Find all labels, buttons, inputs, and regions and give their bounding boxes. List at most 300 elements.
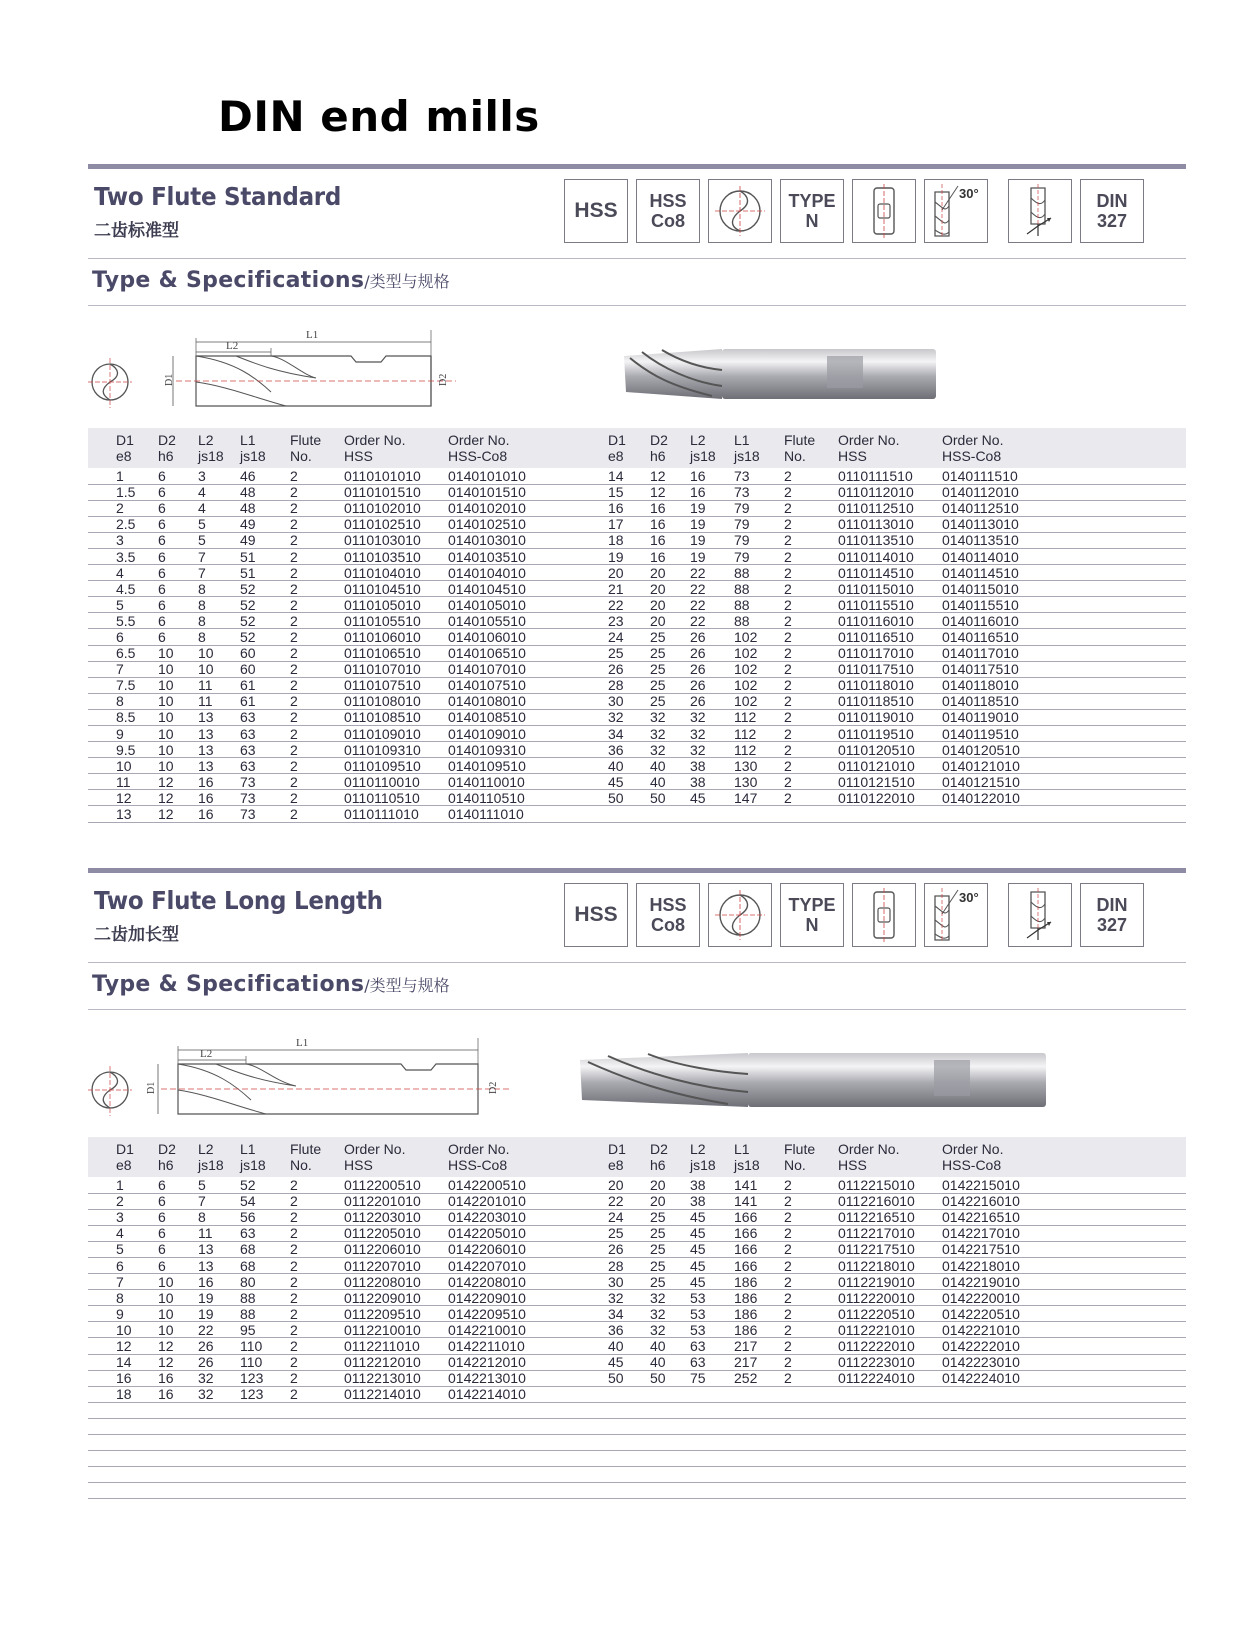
table-cell: 32 [650,1306,690,1322]
table-cell: 0112217010 [838,1225,942,1241]
table-cell: 0140118510 [942,693,1186,709]
column-header-line: js18 [734,1157,760,1173]
table-cell: 19 [608,548,650,564]
table-cell: 2 [290,629,344,645]
table-cell: 0110121510 [838,774,942,790]
table-cell: 2 [784,1274,838,1290]
table-cell: 13 [198,742,240,758]
table-cell: 20 [650,613,690,629]
table-row [88,1225,1186,1241]
table-cell: 130 [734,774,784,790]
table-row [88,1177,1186,1193]
column-header-line: D1 [116,1141,134,1157]
table-cell: 0110110010 [344,774,448,790]
table-cell: 0110105010 [344,597,448,613]
table-cell: 25 [650,645,690,661]
table-cell: 0110104010 [344,565,448,581]
table-cell: 20 [650,1177,690,1193]
table-cell: 0110116510 [838,629,942,645]
table-cell: 50 [608,1370,650,1386]
table-cell: 12 [158,1338,198,1354]
table-cell: 0112200510 [344,1177,448,1193]
table-cell: 20 [608,565,650,581]
column-header-line: Flute [784,432,816,448]
table-cell: 166 [734,1257,784,1273]
table-empty-line [88,1434,1186,1435]
table-cell: 5.5 [88,613,158,629]
table-cell: 0110119010 [838,709,942,725]
column-header-line: D1 [608,432,626,448]
table-cell: 12 [88,790,158,806]
table-cell: 2 [290,726,344,742]
table-cell: 6 [158,565,198,581]
table-cell: 0140109510 [448,758,608,774]
table-cell: 73 [240,774,290,790]
table-cell: 0142214010 [448,1386,608,1402]
table-cell: 2 [290,581,344,597]
column-header [290,1137,344,1177]
table-cell: 123 [240,1386,290,1402]
table-cell: 0110115010 [838,581,942,597]
table-cell: 0142220510 [942,1306,1186,1322]
table-cell: 2 [784,629,838,645]
column-header-line: L2 [690,432,706,448]
table-cell: 45 [690,1209,734,1225]
table-cell: 52 [240,613,290,629]
column-header [784,1137,838,1177]
table-cell: 2 [290,742,344,758]
table-row [88,597,1186,613]
table-cell: 32 [608,1290,650,1306]
spec-heading [92,268,450,293]
table-cell: 0140110010 [448,774,608,790]
table-cell: 0140119510 [942,726,1186,742]
table-cell: 0112207010 [344,1257,448,1273]
table-cell: 16 [690,468,734,484]
table-cell: 4 [198,500,240,516]
table-cell: 141 [734,1177,784,1193]
column-header-line: L1 [240,432,256,448]
table-cell: 10 [198,645,240,661]
table-cell: 6 [158,1241,198,1257]
table-cell: 0140117510 [942,661,1186,677]
table-cell: 2 [290,1354,344,1370]
table-cell [608,1386,650,1402]
table-cell: 7.5 [88,677,158,693]
table-cell: 0112224010 [838,1370,942,1386]
weldon-shank-icon [852,883,916,947]
table-cell [650,806,690,822]
table-cell: 26 [690,645,734,661]
column-header-line: Order No. [942,432,1004,448]
table-cell: 16 [198,1274,240,1290]
table-cell: 2 [784,645,838,661]
column-header [608,428,650,468]
table-cell: 0140109310 [448,742,608,758]
table-cell: 0142201010 [448,1193,608,1209]
table-cell: 63 [690,1338,734,1354]
table-cell: 45 [690,1274,734,1290]
table-cell: 0110109010 [344,726,448,742]
table-cell: 0142223010 [942,1354,1186,1370]
table-cell: 8 [198,581,240,597]
table-cell: 0110121010 [838,758,942,774]
table-cell: 54 [240,1193,290,1209]
table-cell: 0142215010 [942,1177,1186,1193]
table-cell: 19 [690,548,734,564]
table-cell [942,806,1186,822]
table-cell: 12 [158,806,198,822]
table-cell: 11 [198,677,240,693]
column-header [650,428,690,468]
svg-text:30°: 30° [959,890,979,905]
table-cell: 20 [650,581,690,597]
table-cell: 0112222010 [838,1338,942,1354]
table-cell: 5 [198,532,240,548]
table-cell: 34 [608,1306,650,1322]
table-cell: 7 [198,1193,240,1209]
column-header-line: js18 [240,1157,266,1173]
table-cell [942,1386,1186,1402]
table-cell: 79 [734,548,784,564]
table-row [88,677,1186,693]
table-cell: 26 [690,629,734,645]
table-cell: 2 [290,806,344,822]
table-cell: 6 [158,548,198,564]
table-row [88,500,1186,516]
column-header-line: h6 [650,1157,666,1173]
table-cell: 0110116010 [838,613,942,629]
table-cell: 12 [650,468,690,484]
table-cell: 49 [240,532,290,548]
table-cell: 0110112010 [838,484,942,500]
table-cell: 32 [650,709,690,725]
column-header-line: D2 [158,432,176,448]
table-cell: 0110120510 [838,742,942,758]
svg-text:D1: D1 [146,1081,157,1094]
table-cell: 0110118010 [838,677,942,693]
table-cell: 0142222010 [942,1338,1186,1354]
table-cell: 2 [290,1274,344,1290]
table-cell: 16 [198,806,240,822]
table-row [88,484,1186,500]
table-cell: 3 [198,468,240,484]
type-n-icon: TYPE N [780,883,844,947]
table-cell: 10 [158,1274,198,1290]
table-cell: 50 [650,790,690,806]
table-cell: 2 [784,1209,838,1225]
table-cell: 2 [784,1338,838,1354]
table-cell: 0110111510 [838,468,942,484]
table-cell: 8 [198,1209,240,1225]
table-cell: 102 [734,693,784,709]
table-row [88,548,1186,564]
table-cell: 25 [650,1241,690,1257]
table-cell: 0110103010 [344,532,448,548]
table-cell: 0112215010 [838,1177,942,1193]
table-cell: 2 [784,516,838,532]
table-cell: 2 [784,726,838,742]
table-cell: 26 [690,677,734,693]
table-cell: 2 [290,1370,344,1386]
table-cell: 10 [158,709,198,725]
table-cell: 13 [198,758,240,774]
table-cell: 0142217010 [942,1225,1186,1241]
table-cell: 40 [650,758,690,774]
table-cell: 0110104510 [344,581,448,597]
table-cell: 4.5 [88,581,158,597]
table-cell: 0140104010 [448,565,608,581]
table-cell: 2 [784,500,838,516]
table-cell [608,806,650,822]
table-cell: 18 [88,1386,158,1402]
table-cell: 102 [734,645,784,661]
table-cell: 12 [158,790,198,806]
table-cell: 68 [240,1257,290,1273]
table-empty-line [88,1482,1186,1483]
column-header-line: Order No. [838,1141,900,1157]
table-cell: 11 [198,1225,240,1241]
spec-title: Type & Specifications [92,268,365,293]
table-cell: 2 [290,1209,344,1225]
table-cell: 30 [608,1274,650,1290]
table-cell: 2 [784,742,838,758]
table-cell: 141 [734,1193,784,1209]
table-cell: 16 [690,484,734,500]
column-header [838,428,942,468]
column-header [838,1137,942,1177]
table-cell: 0140110510 [448,790,608,806]
table-cell: 0110117010 [838,645,942,661]
column-header-line: js18 [198,1157,224,1173]
table-cell: 10 [158,693,198,709]
table-cell: 0140114510 [942,565,1186,581]
table-cell: 26 [690,693,734,709]
table-cell: 49 [240,516,290,532]
column-header [942,428,1186,468]
table-cell: 0142216510 [942,1209,1186,1225]
two-flute-cross-section-icon [708,883,772,947]
table-cell: 0112217510 [838,1241,942,1257]
table-cell: 73 [734,484,784,500]
table-cell: 22 [690,581,734,597]
table-row [88,1241,1186,1257]
table-cell: 60 [240,645,290,661]
section-subtitle: 二齿标准型 [94,221,179,241]
type-n-icon: TYPE N [780,179,844,243]
table-cell: 2 [784,677,838,693]
table-cell: 0112220010 [838,1290,942,1306]
table-cell: 50 [608,790,650,806]
svg-text:L1: L1 [306,329,319,341]
table-cell: 4 [88,1225,158,1241]
table-cell: 63 [690,1354,734,1370]
table-cell: 18 [608,532,650,548]
table-cell: 0112216010 [838,1193,942,1209]
column-header-line: e8 [116,1157,132,1173]
column-header-line: js18 [734,448,760,464]
table-cell: 1 [88,468,158,484]
column-header [344,1137,448,1177]
column-header-line: js18 [240,448,266,464]
table-cell: 5 [88,597,158,613]
table-cell: 7 [198,565,240,581]
table-cell: 6 [158,516,198,532]
table-cell: 7 [198,548,240,564]
table-cell: 110 [240,1338,290,1354]
table-cell: 34 [608,726,650,742]
table-cell: 0110107010 [344,661,448,677]
table-cell: 52 [240,597,290,613]
table-cell: 0140120510 [942,742,1186,758]
table-cell: 9 [88,726,158,742]
table-cell: 2 [784,1322,838,1338]
table-cell: 0142206010 [448,1241,608,1257]
table-cell: 0140112510 [942,500,1186,516]
table-cell: 2 [290,1193,344,1209]
column-header [198,1137,240,1177]
table-cell: 51 [240,548,290,564]
table-cell: 0110102010 [344,500,448,516]
end-mill-photo [578,1050,1052,1112]
table-cell: 0142210010 [448,1322,608,1338]
svg-text:L2: L2 [200,1048,213,1060]
column-header-line: js18 [690,1157,716,1173]
table-cell: 0140116010 [942,613,1186,629]
table-cell: 22 [690,613,734,629]
table-cell: 186 [734,1290,784,1306]
table-cell: 25 [608,1225,650,1241]
table-cell: 12 [158,1354,198,1370]
table-cell: 2 [784,693,838,709]
table-cell: 0140105510 [448,613,608,629]
table-row [88,1290,1186,1306]
table-cell: 102 [734,661,784,677]
table-cell: 0110114510 [838,565,942,581]
table-row [88,1322,1186,1338]
table-cell: 2 [290,1338,344,1354]
column-header-line: No. [290,1157,312,1173]
table-cell: 73 [240,806,290,822]
table-cell: 80 [240,1274,290,1290]
column-header [240,428,290,468]
column-header [690,428,734,468]
table-cell: 102 [734,629,784,645]
spec-heading [92,972,450,997]
table-cell: 1 [88,1177,158,1193]
table-cell: 53 [690,1290,734,1306]
table-cell: 2 [290,500,344,516]
column-header-line: Order No. [838,432,900,448]
table-cell: 88 [734,613,784,629]
table-cell: 25 [650,661,690,677]
table-cell: 9 [88,1306,158,1322]
column-header-line: Flute [290,432,322,448]
column-header-line: D1 [116,432,134,448]
table-cell: 16 [158,1370,198,1386]
spec-subtitle: /类型与规格 [364,272,450,291]
table-row [88,709,1186,725]
column-header-line: HSS-Co8 [942,1157,1002,1173]
table-cell: 112 [734,726,784,742]
table-cell: 217 [734,1354,784,1370]
table-row [88,629,1186,645]
column-header [784,428,838,468]
hss-icon: HSS [564,179,628,243]
table-cell: 6 [158,1225,198,1241]
table-cell: 25 [650,1257,690,1273]
table-cell: 0140121010 [942,758,1186,774]
table-cell: 0140108510 [448,709,608,725]
table-cell: 0112214010 [344,1386,448,1402]
column-header [198,428,240,468]
table-cell: 14 [88,1354,158,1370]
table-cell: 2 [290,548,344,564]
table-cell: 123 [240,1370,290,1386]
table-cell: 10 [158,758,198,774]
table-cell: 0142211010 [448,1338,608,1354]
column-header [734,428,784,468]
table-row [88,1209,1186,1225]
table-cell: 79 [734,516,784,532]
table-cell: 63 [240,709,290,725]
table-cell: 12 [158,774,198,790]
table-cell: 0140122010 [942,790,1186,806]
column-header-line: Flute [784,1141,816,1157]
table-cell: 2 [290,468,344,484]
table-cell: 63 [240,742,290,758]
table-cell: 110 [240,1354,290,1370]
table-cell: 166 [734,1241,784,1257]
column-header-line: h6 [158,448,174,464]
table-cell: 19 [198,1306,240,1322]
table-cell: 0140111010 [448,806,608,822]
table-cell: 2 [784,581,838,597]
table-cell: 17 [608,516,650,532]
hss-icon: HSS [564,883,628,947]
table-cell: 32 [608,709,650,725]
table-cell: 6 [158,1209,198,1225]
column-header-line: L2 [198,1141,214,1157]
table-cell: 8 [88,693,158,709]
column-header-line: HSS-Co8 [448,448,508,464]
table-cell: 16 [650,516,690,532]
table-cell: 20 [608,1177,650,1193]
table-cell: 2 [290,1290,344,1306]
column-header-line: HSS [838,448,867,464]
table-cell: 2 [290,484,344,500]
table-empty-line [88,1466,1186,1467]
divider-line [88,962,1186,963]
column-header-line: Order No. [448,1141,510,1157]
table-cell: 40 [650,1354,690,1370]
table-cell: 0112206010 [344,1241,448,1257]
table-cell: 2 [290,516,344,532]
table-cell: 112 [734,709,784,725]
table-cell: 16 [650,500,690,516]
svg-text:30°: 30° [959,186,979,201]
spec-table-long-length [88,1137,1186,1403]
divider-line [88,258,1186,259]
table-cell: 22 [690,565,734,581]
table-cell: 51 [240,565,290,581]
table-cell: 9.5 [88,742,158,758]
table-cell: 13 [88,806,158,822]
column-header-line: D1 [608,1141,626,1157]
table-cell: 186 [734,1322,784,1338]
column-header-line: e8 [608,448,624,464]
table-cell: 38 [690,1177,734,1193]
